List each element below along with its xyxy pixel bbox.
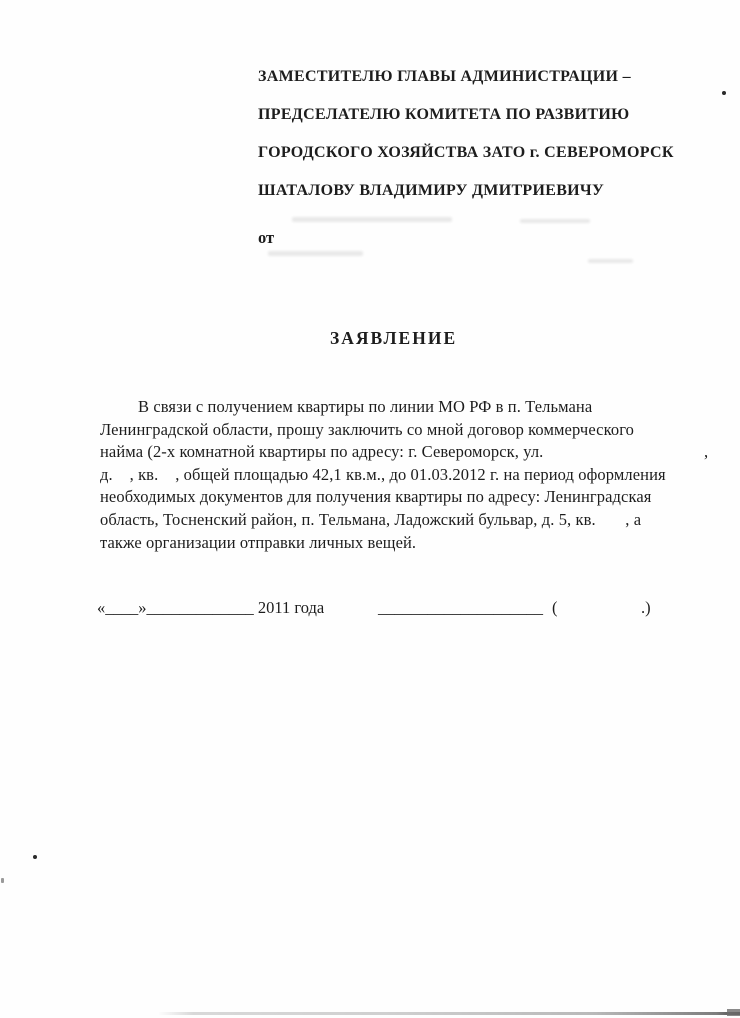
recipient-line-4: ШАТАЛОВУ ВЛАДИМИРУ ДМИТРИЕВИЧУ xyxy=(258,182,605,199)
scan-artifact-dot xyxy=(33,855,37,859)
signature-blank: ____________________ xyxy=(378,598,543,617)
body-line-3: найма (2-х комнатной квартиры по адресу: г. Североморск, ул. , xyxy=(100,442,709,462)
name-paren-open: ( xyxy=(552,598,558,617)
scan-artifact-erased-text xyxy=(588,259,633,263)
scan-artifact-mark xyxy=(1,878,4,883)
scanner-edge-mark xyxy=(727,1009,740,1016)
body-line-5: необходимых документов для получения квартиры по адресу: Ленинградская xyxy=(100,487,652,507)
scan-artifact-dot xyxy=(722,91,726,95)
date-signature-line xyxy=(0,598,740,628)
body-line-7: также организации отправки личных вещей. xyxy=(100,532,417,552)
scanner-edge-line xyxy=(158,1012,740,1015)
from-label: от xyxy=(258,228,275,247)
recipient-block xyxy=(258,58,678,210)
body-line-2: Ленинградской области, прошу заключить со мной договор коммерческого xyxy=(100,419,635,439)
scan-artifact-erased-text xyxy=(520,219,590,223)
scan-artifact-erased-text xyxy=(292,217,452,222)
body-line-6: область, Тосненский район, п. Тельмана, Ладожский бульвар, д. 5, кв. , а xyxy=(100,509,642,529)
recipient-line-2: ПРЕДСЕЛАТЕЛЮ КОМИТЕТА ПО РАЗВИТИЮ xyxy=(258,106,630,123)
body-paragraph xyxy=(100,396,709,554)
recipient-line-1: ЗАМЕСТИТЕЛЮ ГЛАВЫ АДМИНИСТРАЦИИ – xyxy=(258,68,631,85)
date-blank: «____»_____________ 2011 года xyxy=(97,598,325,617)
document-title: ЗАЯВЛЕНИЕ xyxy=(330,328,458,348)
recipient-line-3: ГОРОДСКОГО ХОЗЯЙСТВА ЗАТО г. СЕВЕРОМОРСК xyxy=(258,144,674,161)
body-line-1: В связи с получением квартиры по линии МО РФ в п. Тельмана xyxy=(138,397,593,416)
body-line-4: д. , кв. , общей площадью 42,1 кв.м., до 01.03.2012 г. на период оформления xyxy=(100,464,666,484)
name-paren-close: .) xyxy=(641,598,651,617)
scan-artifact-erased-text xyxy=(268,251,363,256)
